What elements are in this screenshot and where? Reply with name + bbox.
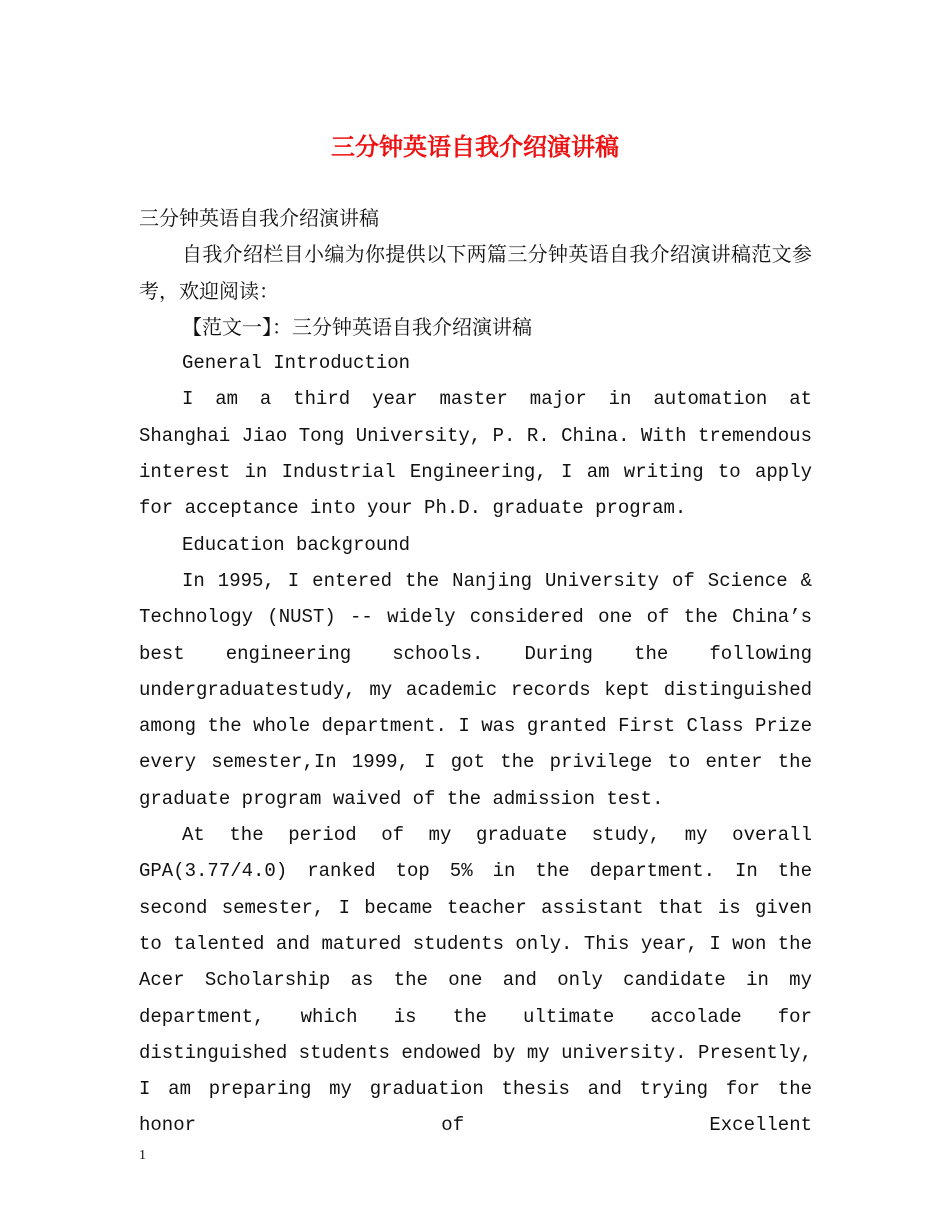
section-heading-general-introduction: General Introduction bbox=[182, 352, 411, 375]
document-title: 三分钟英语自我介绍演讲稿 bbox=[331, 132, 619, 161]
sample-heading: 【范文一】：三分钟英语自我介绍演讲稿 bbox=[182, 314, 532, 339]
graduate-study-paragraph: At the period of my graduate study, my overall GPA(3.77/4.0) ranked top 5% in the department. In the second semester, I became teacher assistant that is given to talented and matured students only. This year, I won the Acer Scholarship as the one and only candidate in my department, which is the ultimate accolade for distinguished students endowed by my university. Presently, I am preparing my graduation thesis and trying for the honor of Excellent bbox=[139, 824, 812, 1137]
page-number: 1 bbox=[139, 1148, 146, 1163]
intro-paragraph: 自我介绍栏目小编为你提供以下两篇三分钟英语自我介绍演讲稿范文参考，欢迎阅读： bbox=[139, 242, 812, 303]
subtitle-paragraph: 三分钟英语自我介绍演讲稿 bbox=[139, 206, 379, 230]
document-body bbox=[139, 200, 812, 1144]
section-heading-education-background: Education background bbox=[182, 533, 411, 556]
general-introduction-paragraph: I am a third year master major in automation at Shanghai Jiao Tong University, P. R. China. With tremendous interest in Industrial Engineering, I am writing to apply for acceptance into your Ph.D. graduate program. bbox=[139, 388, 812, 520]
education-background-paragraph: In 1995, I entered the Nanjing University of Science & Technology (NUST) -- widely considered one of the China’s best engineering schools. During the following undergraduatestudy, my academic records kept distinguished among the whole department. I was granted First Class Prize every semester,In 1999, I got the privilege to enter the graduate program waived of the admission test. bbox=[139, 569, 812, 810]
